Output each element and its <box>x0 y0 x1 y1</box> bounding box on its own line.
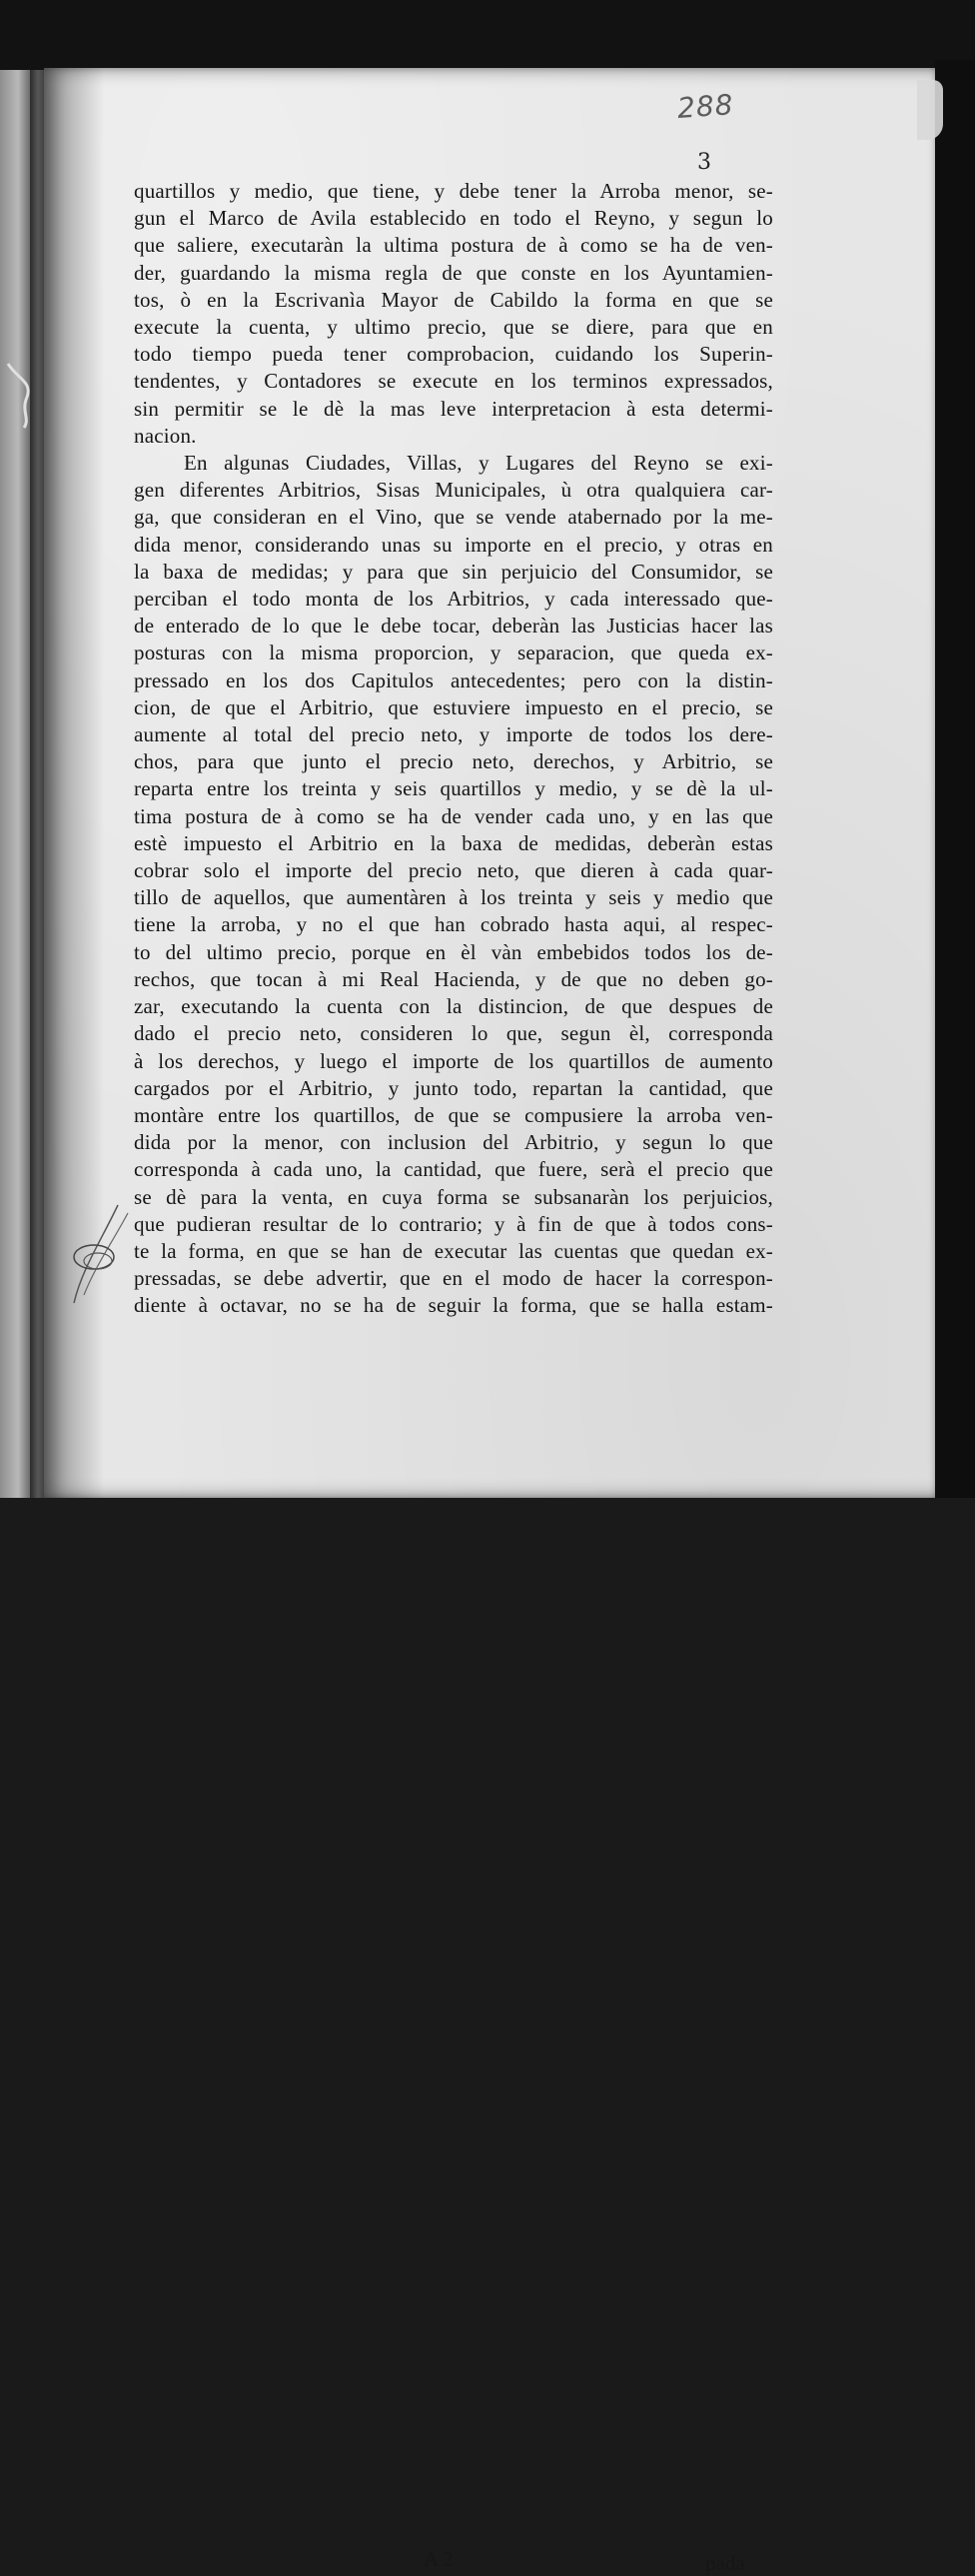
text-line: pressado en los dos Capitulos antecedentes; pero con la distin- <box>134 667 773 692</box>
text-line: En algunas Ciudades, Villas, y Lugares del Reyno se exi- <box>184 451 773 476</box>
text-line: à los derechos, y luego el importe de los quartillos de aumento <box>134 1048 773 1073</box>
text-line: te la forma, en que se han de executar las cuentas que quedan ex- <box>134 1238 773 1263</box>
margin-mark-icon <box>4 360 44 430</box>
text-line: todo tiempo pueda tener comprobacion, cuidando los Superin- <box>134 342 773 367</box>
text-line: aumente al total del precio neto, y importe de todos los dere- <box>134 722 773 747</box>
pen-flourish-icon <box>62 1199 142 1309</box>
text-line: chos, para que junto el precio neto, derechos, y Arbitrio, se <box>134 749 773 774</box>
text-line: der, guardando la misma regla de que conste en los Ayuntamien- <box>134 260 773 285</box>
text-line: posturas con la misma proporcion, y separacion, que queda ex- <box>134 641 773 665</box>
text-line: ga, que consideran en el Vino, que se vende atabernado por la me- <box>134 505 773 530</box>
folio-number: 288 <box>675 88 735 125</box>
page-corner <box>917 80 943 140</box>
text-line: pressadas, se debe advertir, que en el modo de hacer la correspon- <box>134 1266 773 1291</box>
text-line: estè impuesto el Arbitrio en la baxa de medidas, deberàn estas <box>134 830 773 855</box>
text-line: tillo de aquellos, que aumentàren à los treinta y seis y medio que <box>134 885 773 910</box>
text-line: nacion. <box>134 423 197 448</box>
text-line: la baxa de medidas; y para que sin perjuicio del Consumidor, se <box>134 559 773 584</box>
text-line: cargados por el Arbitrio, y junto todo, repartan la cantidad, que <box>134 1075 773 1100</box>
text-line: gun el Marco de Avila establecido en todo el Reyno, y segun lo <box>134 206 773 231</box>
catchword: pada <box>705 2551 745 2575</box>
text-line: cion, de que el Arbitrio, que estuviere impuesto en el precio, se <box>134 694 773 719</box>
text-line: tendentes, y Contadores se execute en los terminos expressados, <box>134 369 773 394</box>
text-line: que pudieran resultar de lo contrario; y à fin de que à todos cons- <box>134 1211 773 1236</box>
text-line: gen diferentes Arbitrios, Sisas Municipales, ù otra qualquiera car- <box>134 478 773 503</box>
text-line: se dè para la venta, en cuya forma se subsanaràn los perjuicios, <box>134 1184 773 1209</box>
facing-page-edge <box>0 70 32 1498</box>
paragraph-2 <box>134 450 773 1320</box>
text-line: tiene la arroba, y no el que han cobrado hasta aqui, al respec- <box>134 912 773 937</box>
text-line: tos, ò en la Escrivanìa Mayor de Cabildo la forma en que se <box>134 287 773 312</box>
text-line: diente à octavar, no se ha de seguir la forma, que se halla estam- <box>134 1293 773 1318</box>
text-line: zar, executando la cuenta con la distincion, de que despues de <box>134 994 773 1019</box>
signature-mark: A 2 <box>424 2547 454 2571</box>
text-line: corresponda à cada uno, la cantidad, que fuere, serà el precio que <box>134 1157 773 1182</box>
text-line: tima postura de à como se ha de vender cada uno, y en las que <box>134 803 773 828</box>
text-line: sin permitir se le dè la mas leve interpretacion à esta determi- <box>134 396 773 421</box>
text-line: cobrar solo el importe del precio neto, que dieren à cada quar- <box>134 858 773 883</box>
text-line: de enterado de lo que le debe tocar, deberàn las Justicias hacer las <box>134 614 773 639</box>
text-line: que saliere, executaràn la ultima postura de à como se ha de ven- <box>134 233 773 258</box>
scan-background <box>935 60 975 1498</box>
text-line: perciban el todo monta de los Arbitrios, y cada interessado que- <box>134 587 773 612</box>
text-line: execute la cuenta, y ultimo precio, que se diere, para que en <box>134 315 773 340</box>
text-line: dida menor, considerando unas su importe en el precio, y otras en <box>134 532 773 557</box>
text-line: dida por la menor, con inclusion del Arbitrio, y segun lo que <box>134 1130 773 1155</box>
text-line: montàre entre los quartillos, de que se compusiere la arroba ven- <box>134 1102 773 1127</box>
body-text <box>134 178 773 1320</box>
text-line: quartillos y medio, que tiene, y debe tener la Arroba menor, se- <box>134 179 773 203</box>
paragraph-1 <box>134 178 773 450</box>
text-line: rechos, que tocan à mi Real Hacienda, y de que no deben go- <box>134 966 773 991</box>
page-mark: 3 <box>697 150 711 175</box>
text-line: dado el precio neto, consideren lo que, segun èl, corresponda <box>134 1021 773 1046</box>
text-line: reparta entre los treinta y seis quartillos y medio, y se dè la ul- <box>134 776 773 801</box>
text-line: to del ultimo precio, porque en èl vàn embebidos todos los de- <box>134 939 773 964</box>
